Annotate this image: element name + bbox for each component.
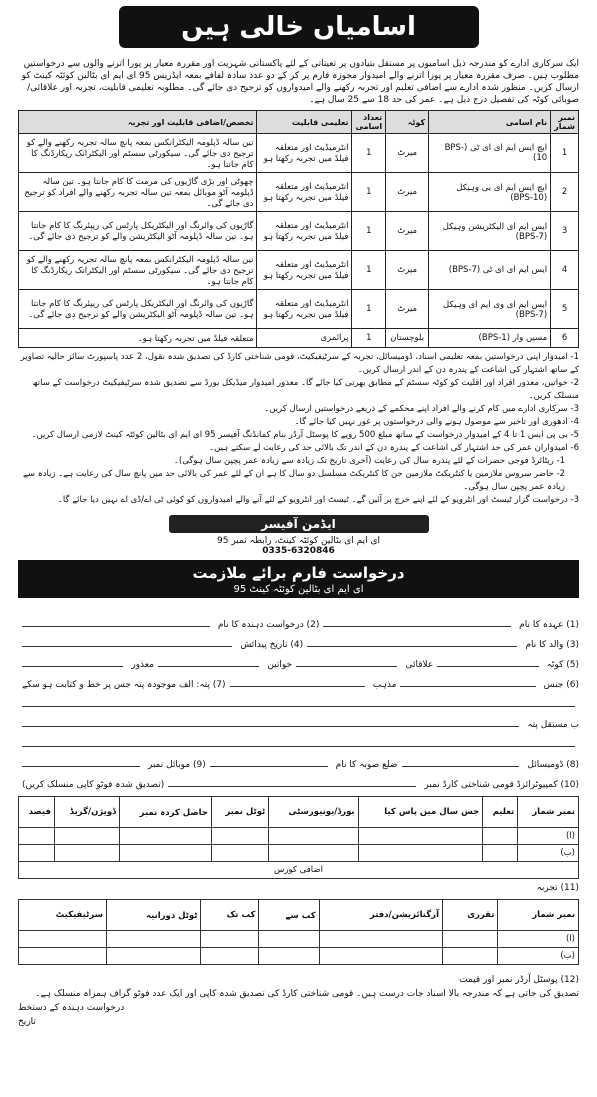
dob-field[interactable] <box>22 646 232 647</box>
table-row <box>19 845 579 862</box>
exp-cell[interactable] <box>259 931 319 948</box>
note-item: 1- امیدوار اپنی درخواستیں بمعہ تعلیمی اسناد، ڈومیسائل، تجربہ کے سرٹیفیکیٹ، قومی شناختی کارڈ کی تصدیق شدہ نقول، 2 عدد پاسپورٹ سائز حالیہ تصاویر کے ساتھ اشتہار کی اشاعت کے پندرہ دن کے اندر ارسال کریں۔ <box>20 352 579 375</box>
edu-cell[interactable] <box>211 845 268 862</box>
edu-cell[interactable] <box>483 828 518 845</box>
cell-post: ایس ایم ای ای ٹی (BPS-7) <box>429 251 551 290</box>
table-row <box>19 862 579 879</box>
table-row <box>19 212 579 251</box>
field-label: خواتین <box>267 660 293 670</box>
table-row <box>19 251 579 290</box>
signature-section <box>18 975 579 1031</box>
col-header: کب سے <box>259 900 319 931</box>
form-row <box>18 630 579 650</box>
cell-exp: گاڑیوں کی وائرنگ اور الیکٹریکل پارٹس کی ریپئرنگ کا کام جانتا ہو۔ تین سالہ ڈپلومہ آٹو الیکٹریشن والے کو ترجیح دی جائے گی۔ <box>19 212 257 251</box>
table-row <box>19 173 579 212</box>
cell-exp: تین سالہ ڈپلومہ الیکٹرانکس بمعہ پانچ سالہ تجربہ رکھنے والے کو ترجیح دی جائے گی۔ سیکورٹی سسٹم اور الیکٹرانک ریکارڈنگ کا کام جانتا ہو۔ <box>19 251 257 290</box>
form-fields <box>18 610 579 790</box>
cell-exp: گاڑیوں کی وائرنگ اور الیکٹریکل پارٹس کی ریپئرنگ کا کام جانتا ہو۔ تین سالہ ڈپلومہ آٹو الیکٹریشن والے کو ترجیح دی جائے گی۔ <box>19 290 257 329</box>
form-row <box>18 690 579 710</box>
cell-edu: پرائمری <box>257 329 352 348</box>
note-item: 3- درخواست گزار ٹیسٹ اور انٹرویو کے لئے اپنے خرچ پر آئیں گے۔ ٹیسٹ اور انٹرویو کے لئے آنے والے امیدواروں کو کوئی ٹی اے/ڈی اے نہیں دیا جائے گا۔ <box>57 495 579 505</box>
edu-cell[interactable] <box>119 828 211 845</box>
disabled-field[interactable] <box>22 666 123 667</box>
cell-num: 2 <box>551 173 579 212</box>
col-header: تخصص/اضافی قابلیت اور تجربہ <box>19 111 257 134</box>
experience-table <box>18 899 579 965</box>
field-label: (10) کمپیوٹرائزڈ قومی شناختی کارڈ نمبر <box>424 780 579 790</box>
exp-cell[interactable] <box>201 931 259 948</box>
education-header <box>19 797 579 828</box>
note-item: 6- امیدواران عمر کی حد اشتہار کی اشاعت کے پندرہ دن کے اندر تک بالائی حد کی رعایت لے سکتے ہیں۔ <box>209 443 579 453</box>
officer-phone: 0335-6320846 <box>262 546 335 556</box>
note-item: 4- ادھوری اور تاخیر سے موصول ہونے والی درخواستوں پر غور نہیں کیا جائے گا۔ <box>294 417 579 427</box>
col-header: تعلیمی قابلیت <box>257 111 352 134</box>
exp-cell[interactable] <box>106 948 200 965</box>
table-row <box>19 828 579 845</box>
cell-count: 1 <box>352 290 386 329</box>
form-row <box>18 770 579 790</box>
postal-order-label: (12) پوسٹل آرڈر نمبر اور قیمت <box>459 975 579 985</box>
col-header: تقرری <box>442 900 497 931</box>
col-header: نمبر شمار <box>518 797 579 828</box>
current-address-field[interactable] <box>22 706 575 707</box>
col-header: آرگنائزیشن/دفتر <box>319 900 442 931</box>
officer-address: 95 ای ایم ای بٹالین کوئٹہ کینٹ، رابطہ نمبر <box>217 536 380 546</box>
cell-edu: انٹرمیڈیٹ اور متعلقہ فیلڈ میں تجربہ رکھتا ہو <box>257 173 352 212</box>
col-header: بورڈ/یونیورسٹی <box>269 797 358 828</box>
table-row <box>19 329 579 348</box>
cell-quota: میرٹ <box>386 212 429 251</box>
row-label: (ا) <box>498 931 579 948</box>
cell-post: مسیں وار (BPS-1) <box>429 329 551 348</box>
edu-cell[interactable] <box>269 845 358 862</box>
cell-post: ایس ایم ای الیکٹریشن وہیکل (BPS-7) <box>429 212 551 251</box>
edu-cell[interactable] <box>54 845 119 862</box>
edu-cell[interactable] <box>211 828 268 845</box>
col-header: فیصد <box>19 797 55 828</box>
experience-label: (11) تجربہ <box>536 883 579 893</box>
cell-quota: میرٹ <box>386 290 429 329</box>
edu-cell[interactable] <box>269 828 358 845</box>
signature-label: درخواست دہندہ کے دستخط <box>18 1003 125 1013</box>
form-row <box>18 610 579 630</box>
experience-header <box>19 900 579 931</box>
exp-cell[interactable] <box>201 948 259 965</box>
field-label: (5) کوٹہ <box>546 660 579 670</box>
gender-field[interactable] <box>400 686 535 687</box>
edu-cell[interactable] <box>358 828 483 845</box>
col-header: نمبر شمار <box>551 111 579 134</box>
cell-quota: میرٹ <box>386 134 429 173</box>
cell-count: 1 <box>352 134 386 173</box>
col-header: ڈویژن/گریڈ <box>54 797 119 828</box>
edu-cell[interactable] <box>19 828 55 845</box>
permanent-address-field-2[interactable] <box>22 746 575 747</box>
col-header: نمبر شمار <box>498 900 579 931</box>
col-header: تعداد اسامی <box>352 111 386 134</box>
field-label: (3) والد کا نام <box>525 640 579 650</box>
date-label: تاریخ <box>18 1017 36 1027</box>
edu-cell[interactable] <box>358 845 483 862</box>
exp-cell[interactable] <box>442 931 497 948</box>
col-header: سرٹیفیکیٹ <box>19 900 107 931</box>
col-header: حاصل کردہ نمبر <box>119 797 211 828</box>
form-title: درخواست فارم برائے ملازمت <box>192 564 405 582</box>
cell-quota: میرٹ <box>386 173 429 212</box>
cell-quota: میرٹ <box>386 251 429 290</box>
form-row <box>18 670 579 690</box>
col-header: کب تک <box>201 900 259 931</box>
quota-field[interactable] <box>437 666 538 667</box>
permanent-address-field[interactable] <box>22 726 519 727</box>
notes-section <box>18 351 579 507</box>
cell-edu: انٹرمیڈیٹ اور متعلقہ فیلڈ میں تجربہ رکھتا ہو <box>257 212 352 251</box>
education-table <box>18 796 579 879</box>
cell-post: ایچ ایس ایم ای ای ٹی (BPS-10) <box>429 134 551 173</box>
field-label: علاقائی <box>405 660 434 670</box>
vacancy-table-header <box>19 111 579 134</box>
col-header: کوٹہ <box>386 111 429 134</box>
exp-cell[interactable] <box>442 948 497 965</box>
row-label: (ا) <box>518 828 579 845</box>
cell-count: 1 <box>352 173 386 212</box>
officer-title: ایڈمن آفیسر <box>169 515 429 533</box>
cell-exp: تین سالہ ڈپلومہ الیکٹرانکس بمعہ پانچ سالہ تجربہ رکھنے والے کو ترجیح دی جائے گی۔ سیکورٹی سسٹم اور الیکٹرانک ریکارڈنگ کا کام جانتا ہو۔ <box>19 134 257 173</box>
edu-cell[interactable] <box>119 845 211 862</box>
field-label: (4) تاریخ پیدائش <box>240 640 304 650</box>
row-label: (ب) <box>518 845 579 862</box>
cell-quota: بلوچستان <box>386 329 429 348</box>
cell-num: 4 <box>551 251 579 290</box>
extra-course-label: اضافی کورس <box>19 862 579 879</box>
table-row <box>19 948 579 965</box>
declaration-text: تصدیق کی جاتی ہے کہ مندرجہ بالا اسناد جات درست ہیں۔ قومی شناختی کارڈ کی تصدیق شدہ کاپی اور ایک عدد فوٹو گراف ہمراہ منسلک ہے۔ <box>35 989 579 999</box>
cell-post: ایچ ایس ایم ای بی وہیکل (BPS-10) <box>429 173 551 212</box>
edu-cell[interactable] <box>483 845 518 862</box>
applicant-name-field[interactable] <box>22 626 210 627</box>
exp-cell[interactable] <box>259 948 319 965</box>
form-row <box>18 650 579 670</box>
edu-cell[interactable] <box>19 845 55 862</box>
table-row <box>19 931 579 948</box>
field-label: (6) جنس <box>543 680 579 690</box>
cell-count: 1 <box>352 212 386 251</box>
exp-cell[interactable] <box>319 931 442 948</box>
edu-cell[interactable] <box>54 828 119 845</box>
note-item: 2- خواتین، معذور افراد اور اقلیت کو کوٹہ سسٹم کے مطابق بھرتی کیا جائے گا۔ معذور امیدوار میڈیکل بورڈ سے تصدیق شدہ سرٹیفیکیٹ درخواست کے ساتھ منسلک کریں۔ <box>32 378 579 401</box>
note-item: 5- بی پی ایس 1 تا 4 کے امیدوار درخواست کے ساتھ مبلغ 500 روپے کا پوسٹل آرڈر بنام کمانڈنگ آفیسر 95 ای ایم ای بٹالین کوئٹہ کینٹ لازمی ارسال کریں۔ <box>31 430 579 440</box>
cell-exp: متعلقہ فیلڈ میں تجربہ رکھتا ہو۔ <box>19 329 257 348</box>
cell-edu: انٹرمیڈیٹ اور متعلقہ فیلڈ میں تجربہ رکھتا ہو <box>257 290 352 329</box>
religion-field[interactable] <box>230 686 365 687</box>
mobile-field[interactable] <box>22 766 140 767</box>
subnote-item: 2- حاضر سروس ملازمین یا کنٹریکٹ ملازمین جن کا کنٹریکٹ مسلسل دو سال کا ہے ان کے لئے عمر کی بالائی حد میں پانچ سال کی رعایت ہے۔ زیادہ سے زیادہ عمر پچپن سال ہوگی۔ <box>22 469 565 492</box>
cell-count: 1 <box>352 251 386 290</box>
vacancy-table <box>18 110 579 348</box>
col-header: جس سال میں پاس کیا <box>358 797 483 828</box>
form-row <box>18 730 579 750</box>
exp-cell[interactable] <box>106 931 200 948</box>
cell-num: 6 <box>551 329 579 348</box>
cell-count: 1 <box>352 329 386 348</box>
cnic-field[interactable] <box>168 786 416 787</box>
field-label: (7) پتہ: الف موجودہ پتہ جس پر خط و کتابت ہو سکے <box>21 680 226 690</box>
form-row <box>18 750 579 770</box>
form-row <box>18 710 579 730</box>
col-header: ٹوٹل نمبر <box>211 797 268 828</box>
domicile-field[interactable] <box>402 766 520 767</box>
subnote-item: 1- ریٹائرڈ فوجی حضرات کے لئے پندرہ سال کی رعایت (آخری تاریخ تک زیادہ سے زیادہ عمر پچپن سال ہوگی)۔ <box>173 456 565 466</box>
cell-post: ایس ایم ای وی ایم ای وہیکل (BPS-7) <box>429 290 551 329</box>
col-header: ٹوٹل دورانیہ <box>106 900 200 931</box>
cell-num: 1 <box>551 134 579 173</box>
application-form-banner <box>18 560 579 598</box>
father-name-field[interactable] <box>307 646 517 647</box>
field-label: مذہب <box>372 680 397 690</box>
title-banner <box>119 6 479 48</box>
post-name-field[interactable] <box>323 626 511 627</box>
cell-num: 5 <box>551 290 579 329</box>
intro-paragraph: ایک سرکاری ادارے کو مندرجہ ذیل اسامیوں پر مستقل بنیادوں پر تعیناتی کے لئے پاکستانی شہریت اور مقررہ معیار پر پورا اترنے والوں سے درخواستیں مطلوب ہیں۔ صرف مقررہ معیار پر پورا اترنے والے امیدوار مجوزہ فارم پر کر کے دو عدد سادہ لفافے بمعہ ایڈریس 95 ای ایم ای بٹالین کوئٹہ کینٹ کو ارسال کریں۔ منظور شدہ ادارے سے اضافی تعلیم اور تجربہ رکھنے والے امیدواروں کو ترجیح دی جائے گی۔ مطلوبہ تعلیمی قابلیت، تجربہ اور علاقائی/صوبائی کوٹہ کی تفصیل درج ذیل ہے۔ عمر کی حد 18 سے 25 سال ہے۔ <box>21 59 579 105</box>
field-label: ضلع صوبہ کا نام <box>335 760 398 770</box>
col-header: نام اسامی <box>429 111 551 134</box>
field-label: (9) موبائل نمبر <box>147 760 206 770</box>
table-row <box>19 290 579 329</box>
cell-num: 3 <box>551 212 579 251</box>
exp-cell[interactable] <box>19 931 107 948</box>
field-label: (تصدیق شدہ فوٹو کاپی منسلک کریں) <box>22 780 165 790</box>
women-field[interactable] <box>158 666 259 667</box>
row-label: (ب) <box>498 948 579 965</box>
cell-edu: انٹرمیڈیٹ اور متعلقہ فیلڈ میں تجربہ رکھتا ہو <box>257 251 352 290</box>
field-label: ب مستقل پتہ <box>527 720 579 730</box>
field-label: معذور <box>131 660 154 670</box>
cell-exp: چھوٹی اور بڑی گاڑیوں کی مرمت کا کام جانتا ہو۔ تین سالہ ڈپلومہ آٹو موبائل بمعہ تین سالہ تجربہ رکھنے والے افراد کو ترجیح دی جائے گی۔ <box>19 173 257 212</box>
field-label: (2) درخواست دہندہ کا نام <box>217 620 320 630</box>
exp-cell[interactable] <box>19 948 107 965</box>
table-row <box>19 134 579 173</box>
field-label: (1) عہدہ کا نام <box>519 620 579 630</box>
field-label: (8) ڈومیسائل <box>527 760 579 770</box>
form-subtitle: 95 ای ایم ای بٹالین کوئٹہ کینٹ <box>233 584 364 595</box>
regional-field[interactable] <box>296 666 397 667</box>
note-item: 3- سرکاری ادارے میں کام کرنے والے افراد اپنے محکمے کے ذریعے درخواستیں ارسال کریں۔ <box>264 404 579 414</box>
exp-cell[interactable] <box>319 948 442 965</box>
col-header: تعلیم <box>483 797 518 828</box>
cell-edu: انٹرمیڈیٹ اور متعلقہ فیلڈ میں تجربہ رکھتا ہو <box>257 134 352 173</box>
district-field[interactable] <box>210 766 328 767</box>
page-title: اسامیاں خالی ہیں <box>181 12 416 42</box>
